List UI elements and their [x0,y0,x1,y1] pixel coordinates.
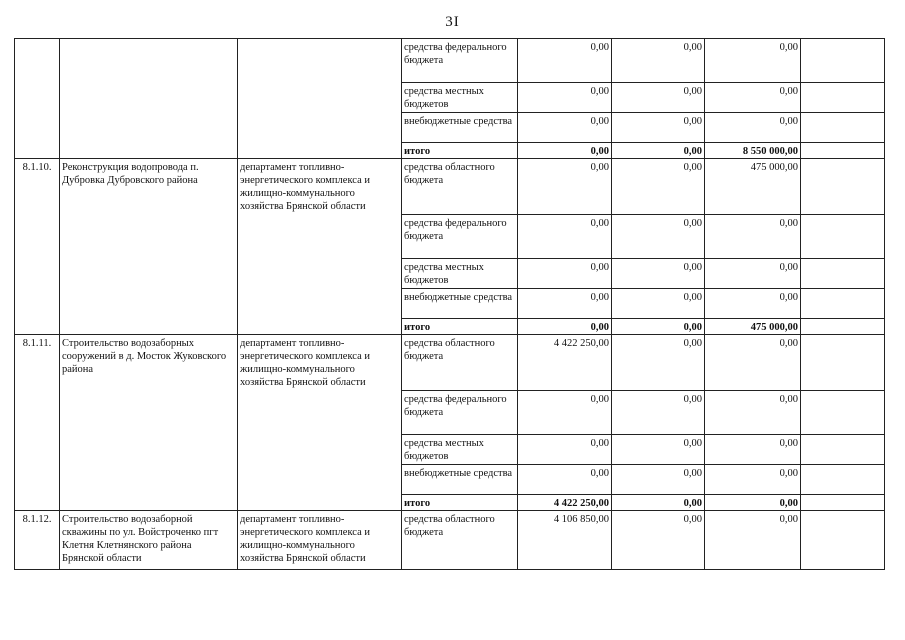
value-cell: 0,00 [518,259,612,289]
value-cell: 0,00 [518,143,612,159]
value-cell: 0,00 [705,435,801,465]
value-cell: 0,00 [705,215,801,259]
value-cell: 0,00 [612,39,705,83]
item-number: 8.1.10. [15,159,60,335]
value-cell: 0,00 [612,113,705,143]
funding-source: средства местных бюджетов [402,259,518,289]
value-cell: 4 422 250,00 [518,335,612,391]
funding-source: средства федерального бюджета [402,39,518,83]
empty-cell [801,83,885,113]
item-name: Реконструкция водопровода п. Дубровка Дубровского района [60,159,238,335]
value-cell: 0,00 [612,435,705,465]
value-cell: 0,00 [518,113,612,143]
value-cell: 0,00 [518,39,612,83]
empty-cell [801,335,885,391]
empty-cell [801,511,885,570]
value-cell: 0,00 [518,465,612,495]
value-cell: 0,00 [612,511,705,570]
value-cell: 0,00 [612,215,705,259]
funding-source: средства местных бюджетов [402,83,518,113]
empty-cell [801,435,885,465]
funding-source: внебюджетные средства [402,289,518,319]
item-name: Строительство водозаборной скважины по ул. Войстроченко пгт Клетня Клетнянского района Брянской области [60,511,238,570]
funding-source: средства областного бюджета [402,335,518,391]
item-name: Строительство водозаборных сооружений в д. Мосток Жуковского района [60,335,238,511]
empty-cell [801,319,885,335]
value-cell: 475 000,00 [705,159,801,215]
empty-cell [801,259,885,289]
empty-cell [801,113,885,143]
empty-cell [801,289,885,319]
value-cell: 0,00 [612,465,705,495]
item-executor: департамент топливно-энергетического комплекса и жилищно-коммунального хозяйства Брянской области [238,159,402,335]
funding-source: внебюджетные средства [402,465,518,495]
value-cell: 0,00 [612,319,705,335]
value-cell: 0,00 [612,495,705,511]
empty-cell [801,159,885,215]
funding-source: средства областного бюджета [402,159,518,215]
value-cell: 0,00 [612,335,705,391]
value-cell: 0,00 [518,289,612,319]
value-cell: 0,00 [705,289,801,319]
value-cell: 0,00 [705,511,801,570]
budget-table [14,38,885,570]
value-cell: 0,00 [518,83,612,113]
funding-source: внебюджетные средства [402,113,518,143]
value-cell: 0,00 [612,83,705,113]
table-row [15,511,885,570]
value-cell: 4 106 850,00 [518,511,612,570]
funding-source: итого [402,495,518,511]
value-cell: 0,00 [612,391,705,435]
empty-cell [801,495,885,511]
value-cell: 0,00 [612,159,705,215]
funding-source: средства местных бюджетов [402,435,518,465]
value-cell: 0,00 [705,465,801,495]
funding-source: средства федерального бюджета [402,391,518,435]
value-cell: 475 000,00 [705,319,801,335]
table-row [15,39,885,83]
item-executor [238,39,402,159]
item-number [15,39,60,159]
empty-cell [801,465,885,495]
value-cell: 0,00 [518,215,612,259]
empty-cell [801,215,885,259]
value-cell: 4 422 250,00 [518,495,612,511]
value-cell: 0,00 [518,159,612,215]
value-cell: 0,00 [612,143,705,159]
value-cell: 0,00 [705,259,801,289]
value-cell: 0,00 [518,435,612,465]
item-name [60,39,238,159]
value-cell: 0,00 [705,335,801,391]
value-cell: 0,00 [518,319,612,335]
item-number: 8.1.11. [15,335,60,511]
empty-cell [801,391,885,435]
value-cell: 0,00 [705,39,801,83]
funding-source: итого [402,143,518,159]
item-executor: департамент топливно-энергетического комплекса и жилищно-коммунального хозяйства Брянской области [238,335,402,511]
value-cell: 0,00 [612,289,705,319]
value-cell: 0,00 [612,259,705,289]
page-number: 3I [445,14,460,30]
funding-source: средства федерального бюджета [402,215,518,259]
table-row [15,335,885,391]
value-cell: 0,00 [705,83,801,113]
empty-cell [801,143,885,159]
item-executor: департамент топливно-энергетического комплекса и жилищно-коммунального хозяйства Брянской области [238,511,402,570]
funding-source: итого [402,319,518,335]
item-number: 8.1.12. [15,511,60,570]
value-cell: 8 550 000,00 [705,143,801,159]
value-cell: 0,00 [705,391,801,435]
funding-source: средства областного бюджета [402,511,518,570]
empty-cell [801,39,885,83]
value-cell: 0,00 [705,495,801,511]
value-cell: 0,00 [518,391,612,435]
table-row [15,159,885,215]
value-cell: 0,00 [705,113,801,143]
